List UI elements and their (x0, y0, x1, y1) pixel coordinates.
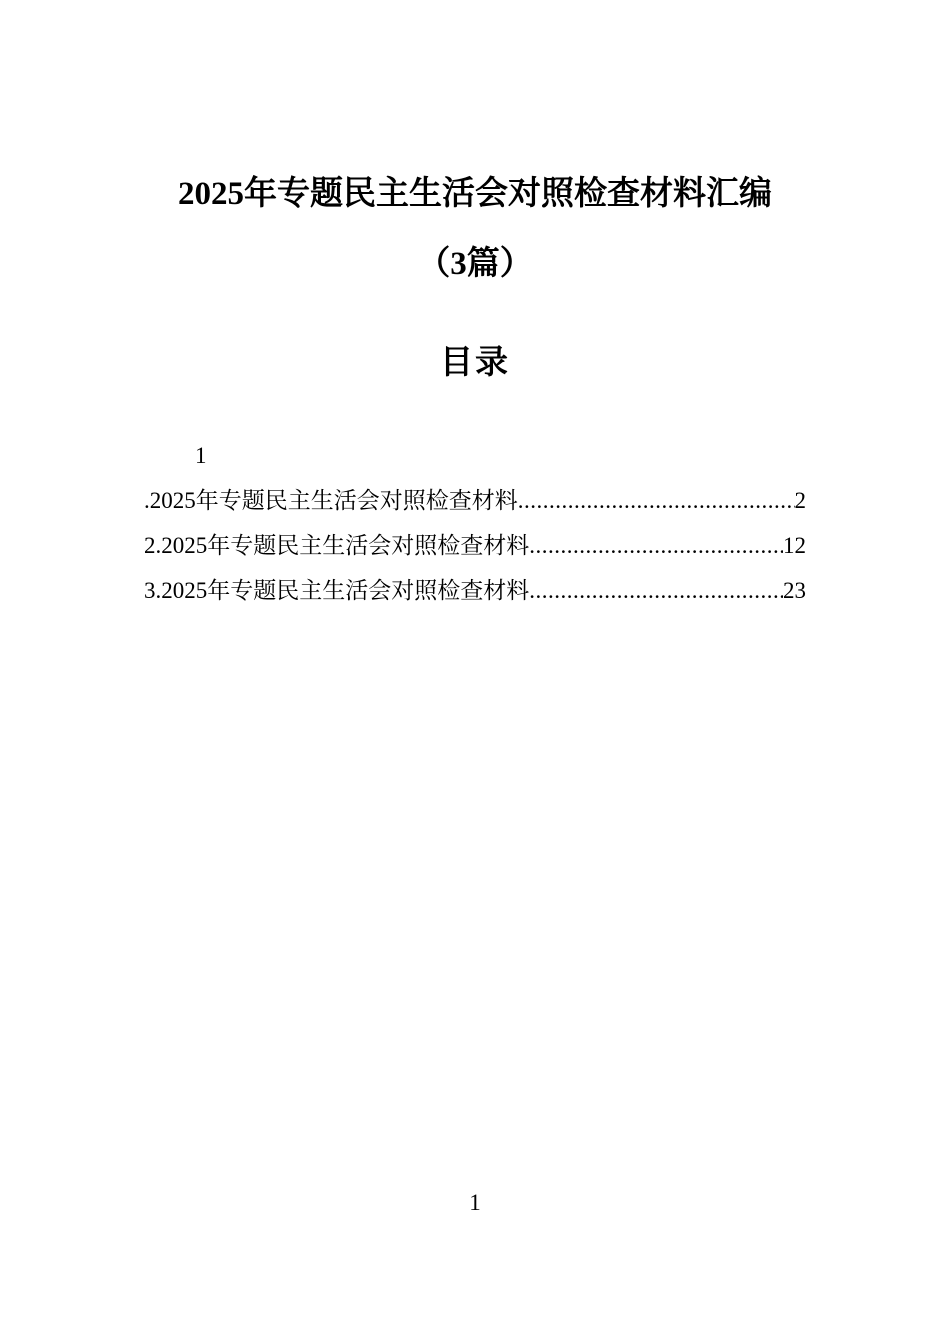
toc-entry-title: .2025年专题民主生活会对照检查材料 (144, 488, 518, 513)
toc-entry-number-fragment: 1 (195, 443, 207, 468)
toc-entry-page: 2 (794, 488, 806, 513)
toc-dot-leader (518, 484, 795, 518)
toc-entry[interactable] (144, 484, 806, 529)
toc-heading: 目录 (440, 345, 510, 381)
page-number: 1 (469, 1190, 481, 1215)
toc-entry[interactable] (144, 529, 806, 574)
toc-entry-page: 12 (783, 533, 806, 558)
document-title: 2025年专题民主生活会对照检查材料汇编 (178, 176, 772, 212)
toc-entry-title: 3.2025年专题民主生活会对照检查材料 (144, 578, 530, 603)
toc-entry-title: 2.2025年专题民主生活会对照检查材料 (144, 533, 530, 558)
toc-entry[interactable] (144, 574, 806, 619)
table-of-contents (144, 484, 806, 619)
toc-dot-leader (529, 529, 783, 563)
toc-dot-leader (529, 574, 783, 608)
document-subtitle: （3篇） (417, 246, 533, 282)
toc-entry-page: 23 (783, 578, 806, 603)
